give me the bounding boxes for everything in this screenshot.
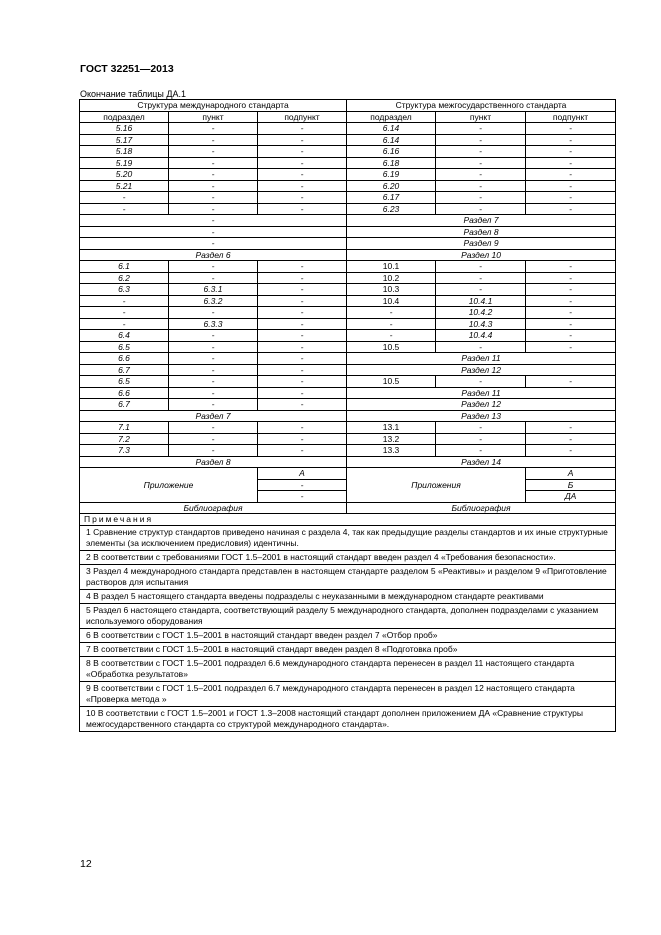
table-cell: - (436, 180, 526, 192)
table-row (80, 628, 616, 642)
table-cell: 6.7 (80, 364, 169, 376)
note-item: 2 В соответствии с требованиями ГОСТ 1.5–2001 в настоящий стандарт введен раздел 4 «Требования безопасности». (80, 550, 616, 564)
table-cell: - (436, 146, 526, 158)
table-cell: - (169, 422, 258, 434)
table-cell: - (526, 134, 616, 146)
table-cell: 10.4.4 (436, 330, 526, 342)
table-cell: 6.16 (347, 146, 436, 158)
table-cell: - (436, 203, 526, 215)
table-cell: - (526, 261, 616, 273)
table-row (80, 215, 616, 227)
table-row (80, 192, 616, 204)
table-cell: Раздел 11 (347, 353, 616, 365)
notes-title: Примечания (80, 514, 616, 526)
note-item: 3 Раздел 4 международного стандарта представлен в настоящем стандарте разделом 5 «Реактивы» и разделом 9 «Приготовление растворов для испытания (80, 564, 616, 589)
table-cell: - (169, 341, 258, 353)
table-cell: 6.17 (347, 192, 436, 204)
table-cell: Раздел 7 (347, 215, 616, 227)
table-cell: Раздел 8 (347, 226, 616, 238)
table-cell: - (169, 192, 258, 204)
table-cell: - (436, 157, 526, 169)
table-cell: ДА (526, 491, 616, 503)
table-cell: 7.1 (80, 422, 169, 434)
table-cell: - (526, 284, 616, 296)
table-cell: - (258, 180, 347, 192)
note-item: 9 В соответствии с ГОСТ 1.5–2001 подраздел 6.7 международного стандарта перенесен в раздел 12 настоящего стандарта «Проверка метода » (80, 681, 616, 706)
table-cell: - (436, 422, 526, 434)
table-cell: - (80, 192, 169, 204)
table-cell: - (436, 261, 526, 273)
table-row (80, 422, 616, 434)
table-cell: - (80, 226, 347, 238)
comparison-table (79, 99, 616, 732)
table-row (80, 502, 616, 514)
table-cell: - (169, 364, 258, 376)
table-cell: - (526, 422, 616, 434)
table-cell: - (526, 445, 616, 457)
table-row (80, 123, 616, 135)
table-row (80, 318, 616, 330)
table-cell: - (169, 433, 258, 445)
column-header: подпункт (526, 111, 616, 123)
bibliography-label: Библиография (80, 502, 347, 514)
table-row (80, 238, 616, 250)
table-cell: - (347, 330, 436, 342)
table-cell: - (258, 272, 347, 284)
table-cell: - (169, 445, 258, 457)
table-row (80, 307, 616, 319)
table-row (80, 642, 616, 656)
table-row (80, 681, 616, 706)
note-item: 1 Сравнение структур стандартов приведено начиная с раздела 4, так как предыдущие разделы стандартов и их иные структурные элементы (за исключением предисловия) идентичны. (80, 525, 616, 550)
table-cell: - (258, 318, 347, 330)
table-row (80, 341, 616, 353)
table-cell: 10.3 (347, 284, 436, 296)
table-cell: - (169, 353, 258, 365)
note-item: 7 В соответствии с ГОСТ 1.5–2001 в настоящий стандарт введен раздел 8 «Подготовка проб» (80, 642, 616, 656)
table-cell: - (169, 376, 258, 388)
table-row (80, 330, 616, 342)
note-item: 6 В соответствии с ГОСТ 1.5–2001 в настоящий стандарт введен раздел 7 «Отбор проб» (80, 628, 616, 642)
table-cell: - (526, 318, 616, 330)
table-row (80, 203, 616, 215)
table-row (80, 146, 616, 158)
group-header-interstate: Структура межгосударственного стандарта (347, 100, 616, 112)
appendix-label: Приложения (347, 468, 526, 503)
table-cell: 5.16 (80, 123, 169, 135)
table-cell: Раздел 8 (80, 456, 347, 468)
table-row (80, 353, 616, 365)
table-row (80, 387, 616, 399)
table-cell: 13.2 (347, 433, 436, 445)
table-cell: - (258, 422, 347, 434)
table-row (80, 226, 616, 238)
document-header: ГОСТ 32251—2013 (80, 63, 174, 75)
column-header: подраздел (80, 111, 169, 123)
table-cell: - (258, 146, 347, 158)
table-row (80, 550, 616, 564)
table-caption: Окончание таблицы ДА.1 (80, 89, 186, 99)
table-cell: - (258, 353, 347, 365)
table-cell: - (258, 134, 347, 146)
table-row (80, 603, 616, 628)
table-cell: - (80, 318, 169, 330)
table-cell: 6.3 (80, 284, 169, 296)
table-cell: 10.4.3 (436, 318, 526, 330)
table-row (80, 157, 616, 169)
table-cell: - (258, 169, 347, 181)
note-item: 4 В раздел 5 настоящего стандарта введены подразделы с неуказанными в международном стандарте реактивами (80, 589, 616, 603)
table-cell: - (526, 180, 616, 192)
table-cell: 5.21 (80, 180, 169, 192)
table-row (80, 284, 616, 296)
table-cell: 6.4 (80, 330, 169, 342)
table-cell: 6.6 (80, 353, 169, 365)
appendix-label: Приложение (80, 468, 258, 503)
table-cell: - (526, 433, 616, 445)
table-cell: 6.14 (347, 134, 436, 146)
table-cell: - (169, 272, 258, 284)
table-row (80, 100, 616, 112)
table-cell: 6.3.2 (169, 295, 258, 307)
table-cell: 7.3 (80, 445, 169, 457)
table-cell: 6.5 (80, 376, 169, 388)
table-cell: 5.18 (80, 146, 169, 158)
table-cell: - (169, 307, 258, 319)
table-cell: - (80, 307, 169, 319)
table-cell: 6.3.1 (169, 284, 258, 296)
table-row (80, 564, 616, 589)
table-cell: - (258, 203, 347, 215)
table-cell: 10.4 (347, 295, 436, 307)
table-cell: - (169, 330, 258, 342)
table-cell: - (169, 180, 258, 192)
table-cell: 5.19 (80, 157, 169, 169)
table-cell: - (526, 123, 616, 135)
table-cell: А (526, 468, 616, 480)
column-header: подраздел (347, 111, 436, 123)
table-cell: - (347, 318, 436, 330)
table-cell: - (258, 341, 347, 353)
table-row (80, 514, 616, 526)
table-cell: - (436, 376, 526, 388)
table-row (80, 589, 616, 603)
bibliography-label: Библиография (347, 502, 616, 514)
table-cell: Раздел 11 (347, 387, 616, 399)
table-cell: 6.7 (80, 399, 169, 411)
table-row (80, 249, 616, 261)
table-cell: 7.2 (80, 433, 169, 445)
table-cell: - (258, 123, 347, 135)
table-cell: 6.3.3 (169, 318, 258, 330)
table-row (80, 261, 616, 273)
table-cell: Раздел 14 (347, 456, 616, 468)
table-cell: - (258, 192, 347, 204)
table-cell: Раздел 9 (347, 238, 616, 250)
table-row (80, 364, 616, 376)
table-cell: - (169, 157, 258, 169)
table-cell: - (169, 203, 258, 215)
table-cell: 6.18 (347, 157, 436, 169)
note-item: 5 Раздел 6 настоящего стандарта, соответствующий разделу 5 международного стандарта, дополнен подразделами с указанием используемого оборудования (80, 603, 616, 628)
table-cell: - (169, 169, 258, 181)
table-cell: - (258, 261, 347, 273)
page-number: 12 (80, 858, 92, 870)
table-cell: - (258, 307, 347, 319)
table-cell: - (80, 215, 347, 227)
table-cell: - (169, 399, 258, 411)
table-cell: 10.4.2 (436, 307, 526, 319)
table-cell: - (169, 123, 258, 135)
group-header-international: Структура международного стандарта (80, 100, 347, 112)
table-row (80, 445, 616, 457)
table-cell: - (258, 157, 347, 169)
column-header: подпункт (258, 111, 347, 123)
table-cell: - (526, 169, 616, 181)
table-row (80, 134, 616, 146)
table-cell: - (436, 192, 526, 204)
table-row (80, 706, 616, 731)
note-item: 10 В соответствии с ГОСТ 1.5–2001 и ГОСТ 1.3–2008 настоящий стандарт дополнен приложением ДА «Сравнение структуры межгосударственного стандарта со структурой международного стандарта». (80, 706, 616, 731)
table-cell: - (526, 330, 616, 342)
table-cell: - (258, 433, 347, 445)
table-row (80, 272, 616, 284)
table-cell: - (169, 134, 258, 146)
table-cell: - (436, 169, 526, 181)
table-cell: 10.4.1 (436, 295, 526, 307)
table-cell: 10.2 (347, 272, 436, 284)
table-cell: 10.1 (347, 261, 436, 273)
table-cell: - (169, 146, 258, 158)
column-header: пункт (169, 111, 258, 123)
table-cell: 10.5 (347, 341, 436, 353)
table-cell: - (436, 134, 526, 146)
table-cell: - (436, 433, 526, 445)
table-cell: 10.5 (347, 376, 436, 388)
table-cell: - (258, 387, 347, 399)
table-cell: - (80, 295, 169, 307)
table-cell: 6.20 (347, 180, 436, 192)
table-cell: А (258, 468, 347, 480)
table-cell: 6.23 (347, 203, 436, 215)
table-row (80, 656, 616, 681)
table-cell: 6.19 (347, 169, 436, 181)
table-row (80, 410, 616, 422)
table-cell: Раздел 12 (347, 364, 616, 376)
table-row (80, 295, 616, 307)
table-cell: 13.3 (347, 445, 436, 457)
table-cell: 5.17 (80, 134, 169, 146)
table-row (80, 376, 616, 388)
note-item: 8 В соответствии с ГОСТ 1.5–2001 подраздел 6.6 международного стандарта перенесен в раздел 11 настоящего стандарта «Обработка результатов» (80, 656, 616, 681)
table-row (80, 433, 616, 445)
table-cell: - (258, 295, 347, 307)
table-row (80, 169, 616, 181)
table-cell: - (258, 399, 347, 411)
table-cell: 5.20 (80, 169, 169, 181)
table-cell: - (258, 284, 347, 296)
table-cell: - (258, 364, 347, 376)
table-cell: - (258, 491, 347, 503)
column-header: пункт (436, 111, 526, 123)
table-row (80, 525, 616, 550)
table-cell: - (258, 479, 347, 491)
table-cell: - (526, 341, 616, 353)
table-cell: - (80, 203, 169, 215)
table-cell: - (526, 192, 616, 204)
table-cell: Раздел 13 (347, 410, 616, 422)
table-row (80, 180, 616, 192)
table-cell: 6.2 (80, 272, 169, 284)
table-cell: - (526, 157, 616, 169)
table-cell: - (169, 387, 258, 399)
table-cell: - (526, 272, 616, 284)
table-cell: - (436, 272, 526, 284)
table-cell: - (436, 284, 526, 296)
table-row (80, 456, 616, 468)
table-cell: 6.1 (80, 261, 169, 273)
table-cell: - (436, 341, 526, 353)
table-cell: - (169, 261, 258, 273)
table-cell: Раздел 12 (347, 399, 616, 411)
table-cell: - (436, 123, 526, 135)
table-row (80, 399, 616, 411)
table-cell: - (80, 238, 347, 250)
table-cell: - (526, 307, 616, 319)
table-cell: 6.6 (80, 387, 169, 399)
table-cell: - (258, 376, 347, 388)
table-cell: - (347, 307, 436, 319)
table-cell: - (526, 376, 616, 388)
table-cell: 6.5 (80, 341, 169, 353)
table-row (80, 111, 616, 123)
table-cell: - (526, 295, 616, 307)
table-cell: 6.14 (347, 123, 436, 135)
table-cell: Раздел 7 (80, 410, 347, 422)
table-cell: Раздел 6 (80, 249, 347, 261)
table-cell: - (526, 203, 616, 215)
table-cell: 13.1 (347, 422, 436, 434)
table-cell: Раздел 10 (347, 249, 616, 261)
table-cell: - (436, 445, 526, 457)
table-row (80, 468, 616, 480)
table-cell: - (258, 445, 347, 457)
table-cell: - (258, 330, 347, 342)
table-cell: Б (526, 479, 616, 491)
table-cell: - (526, 146, 616, 158)
